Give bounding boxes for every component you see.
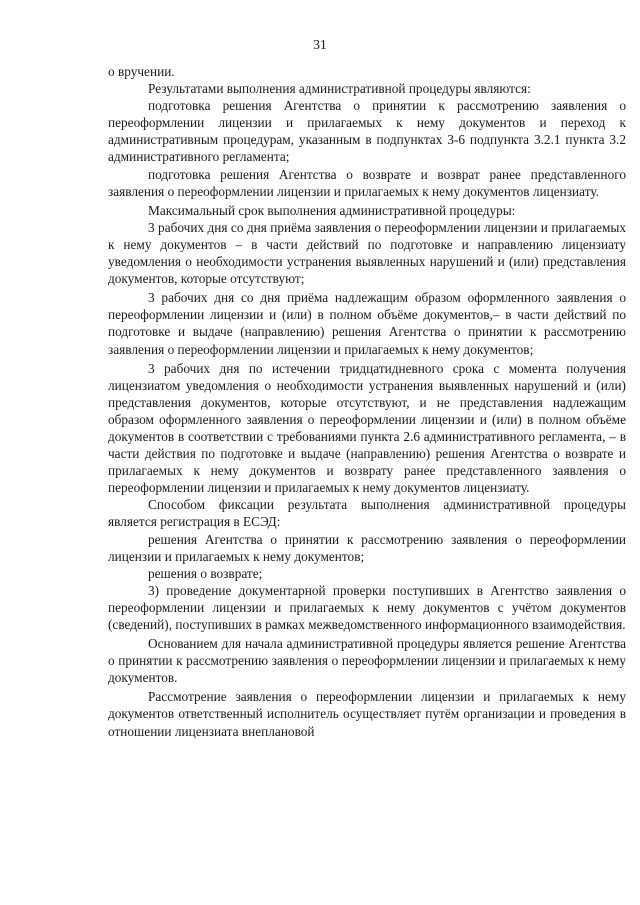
paragraph: о вручении. [108,64,175,79]
paragraph: решения Агентства о принятии к рассмотрению заявления о переоформлении лицензии и прилагаемых к нему документов; [108,531,626,564]
paragraph: подготовка решения Агентства о возврате и возврат ранее представленного заявления о переоформлении лицензии и прилагаемых к нему документов лицензиату. [108,166,626,199]
body-text [108,63,626,740]
paragraph: Способом фиксации результата выполнения административной процедуры является регистрация в ЕСЭД: [108,497,626,530]
paragraph: Рассмотрение заявления о переоформлении лицензии и прилагаемых к нему документов ответственный исполнитель осуществляет путём организации и проведения в отношении лицензиата внеплановой [108,689,626,739]
paragraph: Максимальный срок выполнения административной процедуры: [148,202,516,218]
paragraph: решения о возврате; [148,565,263,581]
page-number: 31 [313,37,327,52]
paragraph: Результатами выполнения административной процедуры являются: [148,81,531,97]
paragraph: 3 рабочих дня со дня приёма надлежащим образом оформленного заявления о переоформлении лицензии и (или) в полном объёме документов,– в части действий по подготовке и выдаче (направлению) решения Агентства о принятии к рассмотрению заявления о переоформлении лицензии и прилагаемых к нему документов; [108,290,626,357]
paragraph: 3) проведение документарной проверки поступивших в Агентство заявления о переоформлении лицензии и прилагаемых к нему документов с учётом документов (сведений), поступивших в рамках межведомственного информационного взаимодействия. [108,582,626,632]
paragraph: подготовка решения Агентства о принятии к рассмотрению заявления о переоформлении лицензии и прилагаемых к нему документов и переход к административным процедурам, указанным в подпунктах 3-6 подпункта 3.2.1 пункта 3.2 административного регламента; [108,98,626,165]
paragraph: 3 рабочих дня со дня приёма заявления о переоформлении лицензии и прилагаемых к нему документов – в части действий по подготовке и направлению лицензиату уведомления о необходимости устранения выявленных нарушений и (или) представления документов, которые отсутствуют; [108,219,626,287]
paragraph: Основанием для начала административной процедуры является решение Агентства о принятии к рассмотрению заявления о переоформлении лицензии и прилагаемых к нему документов. [108,636,626,686]
paragraph: 3 рабочих дня по истечении тридцатидневного срока с момента получения лицензиатом уведомления о необходимости устранения выявленных нарушений и (или) представления документов, которые отсутствуют, и не представления надлежащим образом оформленного заявления о переоформлении лицензии и (или) в полном объёме документов в соответствии с требованиями пункта 2.6 административного регламента, – в части действия по подготовке и выдаче (направлению) решения Агентства о возврате и прилагаемых к нему документов и возврату ранее представленного заявления о переоформлении лицензии и прилагаемых к нему документов лицензиату. [108,360,626,496]
